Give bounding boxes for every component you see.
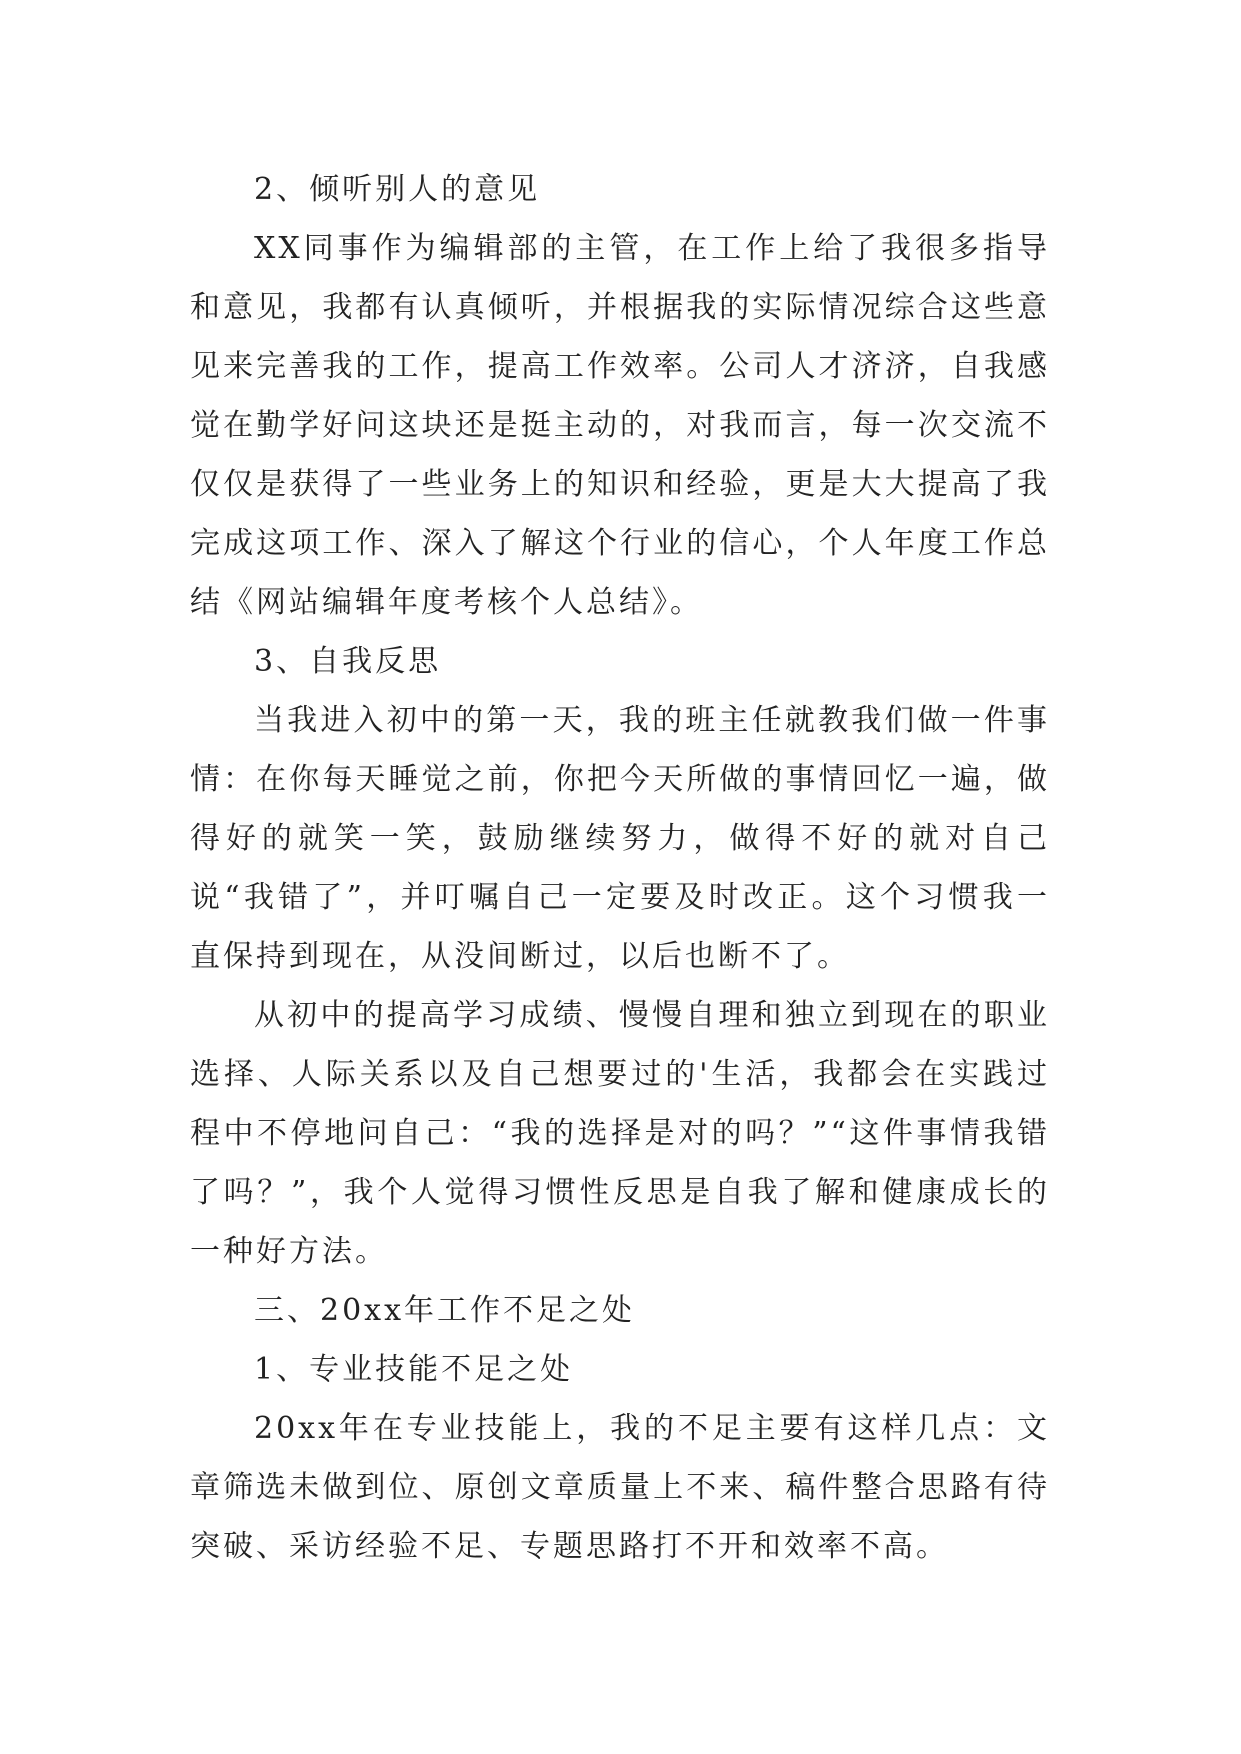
paragraph-reflection-habit: 当我进入初中的第一天，我的班主任就教我们做一件事情：在你每天睡觉之前，你把今天所做的事情回忆一遍，做得好的就笑一笑，鼓励继续努力，做得不好的就对自己说“我错了”，并叮嘱自己一定要及时改正。这个习惯我一直保持到现在，从没间断过，以后也断不了。 [190,703,1050,974]
paragraph-skill-shortcomings: 20xx年在专业技能上，我的不足主要有这样几点：文章筛选未做到位、原创文章质量上不来、稿件整合思路有待突破、采访经验不足、专题思路打不开和效率不高。 [190,1411,1050,1564]
paragraph-reflection-growth: 从初中的提高学习成绩、慢慢自理和独立到现在的职业选择、人际关系以及自己想要过的'生活，我都会在实践过程中不停地问自己：“我的选择是对的吗？”“这件事情我错了吗？”，我个人觉得习惯性反思是自我了解和健康成长的一种好方法。 [190,998,1050,1269]
section-heading-skill-shortcomings: 1、专业技能不足之处 [254,1352,574,1387]
paragraph-listen-opinions: XX同事作为编辑部的主管，在工作上给了我很多指导和意见，我都有认真倾听，并根据我的实际情况综合这些意见来完善我的工作，提高工作效率。公司人才济济，自我感觉在勤学好问这块还是挺主动的，对我而言，每一次交流不仅仅是获得了一些业务上的知识和经验，更是大大提高了我完成这项工作、深入了解这个行业的信心，个人年度工作总结《网站编辑年度考核个人总结》。 [190,231,1050,620]
document-body [190,160,1050,1576]
section-heading-shortcomings: 三、20xx年工作不足之处 [254,1293,636,1328]
section-heading-listen: 2、倾听别人的意见 [254,172,541,207]
section-heading-self-reflection: 3、自我反思 [254,644,442,679]
